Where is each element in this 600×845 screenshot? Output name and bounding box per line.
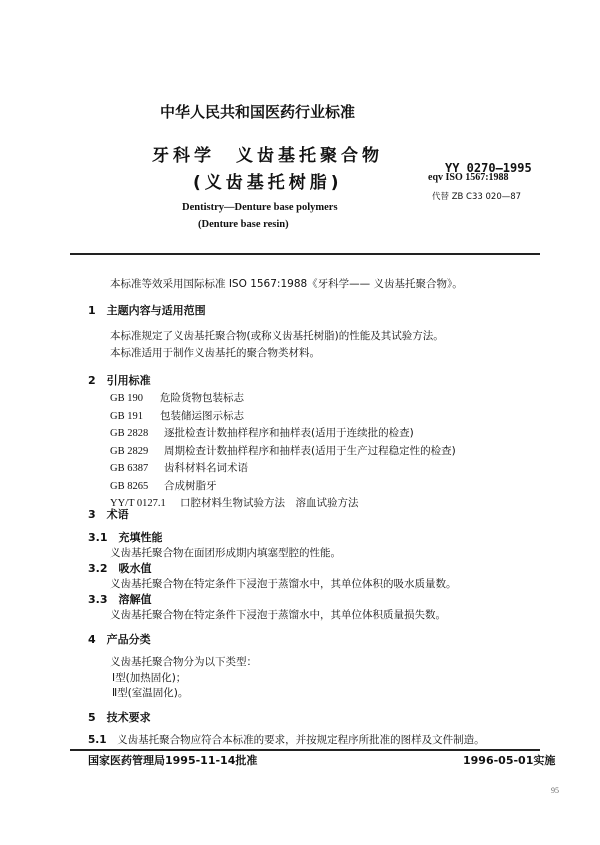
- intro-text: 本标准等效采用国际标准 ISO 1567:1988《牙科学—— 义齿基托聚合物》。: [110, 278, 463, 290]
- term-definition: 义齿基托聚合物在面团形成期内填塞型腔的性能。: [110, 547, 341, 559]
- equivalent-standard: eqv ISO 1567:1988: [428, 172, 509, 183]
- approval-date: 国家医药管理局1995-11-14批准: [88, 754, 258, 767]
- section-4-line: Ⅰ型(加热固化)；: [112, 672, 187, 684]
- reference-item: GB 8265 合成树脂牙: [110, 479, 217, 492]
- section-2-heading: 2 引用标准: [88, 374, 151, 387]
- page-number: 95: [551, 786, 559, 795]
- term-heading: 3.1 充填性能: [88, 531, 163, 544]
- reference-item: GB 2829 周期检查计数抽样程序和抽样表(适用于生产过程稳定性的检查): [110, 444, 456, 457]
- effective-date: 1996-05-01实施: [463, 754, 556, 767]
- org-standard-heading: 中华人民共和国医药行业标准: [160, 103, 356, 121]
- title-line1: 牙科学 义齿基托聚合物: [152, 146, 383, 166]
- footer-rule: [70, 749, 540, 751]
- section-4-heading: 4 产品分类: [88, 633, 151, 646]
- reference-item: GB 191 包装储运图示标志: [110, 409, 244, 422]
- replaces-standard: 代替 ZB C33 020—87: [432, 192, 522, 202]
- section-1-heading: 1 主题内容与适用范围: [88, 304, 206, 317]
- section-4-line: Ⅱ型(室温固化)。: [112, 687, 189, 699]
- reference-item: YY/T 0127.1 口腔材料生物试验方法 溶血试验方法: [110, 497, 359, 509]
- section-4-line: 义齿基托聚合物分为以下类型：: [110, 656, 257, 668]
- section-1-line: 本标准适用于制作义齿基托的聚合物类材料。: [110, 347, 320, 359]
- clause-5-1: 5.1 义齿基托聚合物应符合本标准的要求，并按规定程序所批准的图样及文件制造。: [88, 734, 485, 746]
- reference-item: GB 2828 逐批检查计数抽样程序和抽样表(适用于连续批的检查): [110, 427, 414, 439]
- reference-item: GB 190 危险货物包装标志: [110, 392, 244, 404]
- title-en-line2: (Denture base resin): [198, 219, 289, 230]
- term-definition: 义齿基托聚合物在特定条件下浸泡于蒸馏水中，其单位体积的吸水质量数。: [110, 578, 457, 590]
- term-definition: 义齿基托聚合物在特定条件下浸泡于蒸馏水中，其单位体积质量损失数。: [110, 609, 446, 621]
- term-heading: 3.2 吸水值: [88, 562, 152, 575]
- standard-code: YY 0270—1995: [445, 161, 532, 175]
- section-1-line: 本标准规定了义齿基托聚合物(或称义齿基托树脂)的性能及其试验方法。: [110, 330, 444, 342]
- term-heading: 3.3 溶解值: [88, 593, 152, 606]
- header-rule: [70, 253, 540, 255]
- title-line2: (义齿基托树脂): [193, 173, 343, 193]
- section-5-heading: 5 技术要求: [88, 711, 151, 724]
- reference-item: GB 6387 齿科材料名词术语: [110, 462, 248, 474]
- section-3-heading: 3 术语: [88, 508, 129, 521]
- title-en-line1: Dentistry—Denture base polymers: [182, 202, 338, 213]
